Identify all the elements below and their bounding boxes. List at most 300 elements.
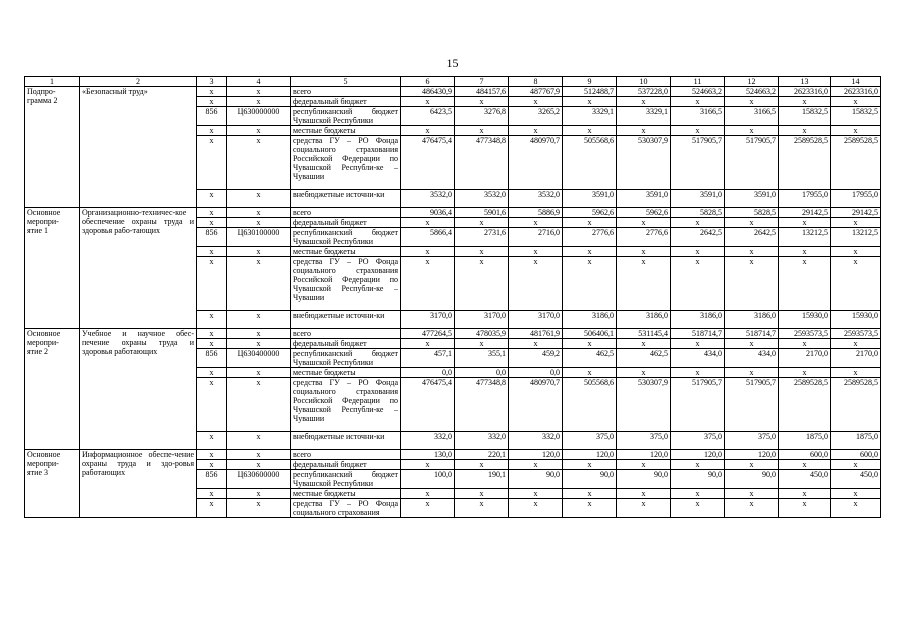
column-number: 4 [227, 77, 291, 87]
value-cell: 537228,0 [617, 87, 671, 97]
value-cell: х [455, 218, 509, 228]
funding-source-cell: внебюджетные источни-ки [291, 311, 401, 329]
value-cell: х [725, 257, 779, 311]
value-cell: 477264,5 [401, 329, 455, 339]
value-cell: 220,1 [455, 450, 509, 460]
value-cell: х [617, 218, 671, 228]
value-cell: 518714,7 [725, 329, 779, 339]
value-cell: х [831, 368, 881, 378]
value-cell: х [671, 126, 725, 136]
value-cell: 375,0 [563, 432, 617, 450]
classifier-cell: Ц630100000 [227, 228, 291, 247]
value-cell: 2731,6 [455, 228, 509, 247]
value-cell: 332,0 [509, 432, 563, 450]
value-cell: 450,0 [779, 470, 831, 489]
funding-source-cell: всего [291, 450, 401, 460]
value-cell: 375,0 [671, 432, 725, 450]
funding-source-cell: местные бюджеты [291, 126, 401, 136]
value-cell: х [779, 489, 831, 499]
value-cell: 5886,9 [509, 208, 563, 218]
value-cell: х [455, 247, 509, 257]
budget-table [24, 76, 881, 518]
value-cell: 462,5 [617, 349, 671, 368]
value-cell: х [779, 499, 831, 518]
classifier-cell: х [227, 126, 291, 136]
value-cell: 459,2 [509, 349, 563, 368]
program-name-cell: Основное меропри- ятие 2 [25, 329, 80, 450]
value-cell: 5828,5 [725, 208, 779, 218]
funding-source-cell: федеральный бюджет [291, 97, 401, 107]
classifier-cell: х [227, 432, 291, 450]
code-cell: х [197, 311, 227, 329]
program-title-cell: Организационно-техничес-кое обеспечение охраны труда и здоровья рабо-тающих [80, 208, 197, 329]
value-cell: х [563, 339, 617, 349]
value-cell: х [617, 247, 671, 257]
value-cell: х [725, 97, 779, 107]
table-row [25, 329, 881, 339]
classifier-cell: х [227, 136, 291, 190]
value-cell: х [455, 257, 509, 311]
value-cell: 332,0 [401, 432, 455, 450]
value-cell: х [831, 499, 881, 518]
value-cell: 477348,8 [455, 378, 509, 432]
classifier-cell: Ц630400000 [227, 349, 291, 368]
value-cell: 530307,9 [617, 378, 671, 432]
value-cell: х [563, 247, 617, 257]
classifier-cell: х [227, 208, 291, 218]
value-cell: 90,0 [725, 470, 779, 489]
page-number: 15 [446, 56, 459, 70]
value-cell: 3591,0 [563, 190, 617, 208]
value-cell: х [831, 97, 881, 107]
code-cell: х [197, 368, 227, 378]
value-cell: х [401, 339, 455, 349]
value-cell: х [725, 460, 779, 470]
value-cell: 2170,0 [779, 349, 831, 368]
value-cell: 434,0 [725, 349, 779, 368]
value-cell: 3591,0 [671, 190, 725, 208]
program-title-cell: Учебное и научное обес-печение охраны труда и здоровья работающих [80, 329, 197, 450]
code-cell: 856 [197, 107, 227, 126]
classifier-cell: х [227, 450, 291, 460]
funding-source-cell: средства ГУ – РО Фонда социального страхования Российской Федерации по Чувашской Республи-ке – Чувашии [291, 136, 401, 190]
funding-source-cell: местные бюджеты [291, 489, 401, 499]
value-cell: 505568,6 [563, 378, 617, 432]
value-cell: 512488,7 [563, 87, 617, 97]
value-cell: 3186,0 [563, 311, 617, 329]
value-cell: х [617, 97, 671, 107]
classifier-cell: х [227, 257, 291, 311]
value-cell: х [671, 499, 725, 518]
value-cell: 506406,1 [563, 329, 617, 339]
value-cell: 2642,5 [671, 228, 725, 247]
value-cell: 2589528,5 [779, 136, 831, 190]
value-cell: х [617, 499, 671, 518]
value-cell: х [671, 218, 725, 228]
code-cell: х [197, 378, 227, 432]
value-cell: х [563, 368, 617, 378]
value-cell: х [779, 460, 831, 470]
funding-source-cell: всего [291, 208, 401, 218]
value-cell: 517905,7 [671, 378, 725, 432]
value-cell: 480970,7 [509, 378, 563, 432]
value-cell: х [563, 218, 617, 228]
value-cell: 17955,0 [831, 190, 881, 208]
value-cell: х [831, 247, 881, 257]
funding-source-cell: средства ГУ – РО Фонда социального страхования Российской Федерации по Чувашской Республи-ке – Чувашии [291, 378, 401, 432]
funding-source-cell: республиканский бюджет Чувашской Республики [291, 470, 401, 489]
classifier-cell: х [227, 87, 291, 97]
funding-source-cell: республиканский бюджет Чувашской Республики [291, 349, 401, 368]
value-cell: х [617, 126, 671, 136]
funding-source-cell: местные бюджеты [291, 247, 401, 257]
value-cell: х [779, 368, 831, 378]
value-cell: 476475,4 [401, 136, 455, 190]
code-cell: х [197, 208, 227, 218]
value-cell: х [779, 97, 831, 107]
classifier-cell: х [227, 378, 291, 432]
value-cell: 3166,5 [725, 107, 779, 126]
value-cell: 600,0 [779, 450, 831, 460]
value-cell: 2623316,0 [831, 87, 881, 97]
value-cell: 2593573,5 [831, 329, 881, 339]
program-name-cell: Основное меропри- ятие 1 [25, 208, 80, 329]
value-cell: 530307,9 [617, 136, 671, 190]
program-name-cell: Основное меропри- ятие 3 [25, 450, 80, 518]
value-cell: х [725, 218, 779, 228]
value-cell: х [725, 247, 779, 257]
value-cell: 90,0 [617, 470, 671, 489]
classifier-cell: х [227, 499, 291, 518]
value-cell: 3532,0 [455, 190, 509, 208]
value-cell: х [617, 460, 671, 470]
value-cell: х [563, 97, 617, 107]
value-cell: 434,0 [671, 349, 725, 368]
value-cell: х [401, 97, 455, 107]
program-name-cell: Подпро- грамма 2 [25, 87, 80, 208]
value-cell: 600,0 [831, 450, 881, 460]
value-cell: х [779, 339, 831, 349]
funding-source-cell: средства ГУ – РО Фонда социального страхования [291, 499, 401, 518]
value-cell: 120,0 [509, 450, 563, 460]
classifier-cell: х [227, 247, 291, 257]
value-cell: 90,0 [671, 470, 725, 489]
value-cell: 13212,5 [779, 228, 831, 247]
value-cell: 531145,4 [617, 329, 671, 339]
value-cell: х [617, 489, 671, 499]
value-cell: 484157,6 [455, 87, 509, 97]
classifier-cell: х [227, 218, 291, 228]
value-cell: 120,0 [725, 450, 779, 460]
value-cell: 517905,7 [671, 136, 725, 190]
value-cell: 0,0 [455, 368, 509, 378]
value-cell: 190,1 [455, 470, 509, 489]
value-cell: х [455, 460, 509, 470]
column-number: 11 [671, 77, 725, 87]
value-cell: х [725, 339, 779, 349]
value-cell: 518714,7 [671, 329, 725, 339]
value-cell: 15832,5 [831, 107, 881, 126]
value-cell: 524663,2 [671, 87, 725, 97]
code-cell: 856 [197, 470, 227, 489]
value-cell: х [509, 97, 563, 107]
value-cell: 3186,0 [671, 311, 725, 329]
value-cell: 90,0 [509, 470, 563, 489]
value-cell: х [617, 368, 671, 378]
value-cell: 517905,7 [725, 136, 779, 190]
value-cell: 332,0 [455, 432, 509, 450]
value-cell: 3532,0 [401, 190, 455, 208]
value-cell: х [455, 499, 509, 518]
funding-source-cell: всего [291, 329, 401, 339]
value-cell: х [779, 218, 831, 228]
value-cell: 2642,5 [725, 228, 779, 247]
value-cell: 3170,0 [401, 311, 455, 329]
value-cell: х [563, 489, 617, 499]
value-cell: х [725, 489, 779, 499]
value-cell: 375,0 [725, 432, 779, 450]
value-cell: 2776,6 [563, 228, 617, 247]
value-cell: 29142,5 [779, 208, 831, 218]
value-cell: 3329,1 [617, 107, 671, 126]
code-cell: х [197, 432, 227, 450]
program-title-cell: «Безопасный труд» [80, 87, 197, 208]
value-cell: 13212,5 [831, 228, 881, 247]
value-cell: х [671, 339, 725, 349]
value-cell: 9036,4 [401, 208, 455, 218]
column-number: 9 [563, 77, 617, 87]
value-cell: 457,1 [401, 349, 455, 368]
value-cell: 375,0 [617, 432, 671, 450]
column-number: 13 [779, 77, 831, 87]
value-cell: х [401, 218, 455, 228]
classifier-cell: х [227, 489, 291, 499]
value-cell: 6423,5 [401, 107, 455, 126]
value-cell: 130,0 [401, 450, 455, 460]
value-cell: 2593573,5 [779, 329, 831, 339]
value-cell: х [401, 247, 455, 257]
value-cell: 355,1 [455, 349, 509, 368]
value-cell: х [401, 126, 455, 136]
table-row [25, 450, 881, 460]
value-cell: 17955,0 [779, 190, 831, 208]
value-cell: 3186,0 [725, 311, 779, 329]
value-cell: х [671, 257, 725, 311]
code-cell: х [197, 460, 227, 470]
value-cell: х [563, 257, 617, 311]
value-cell: 2623316,0 [779, 87, 831, 97]
value-cell: х [401, 257, 455, 311]
value-cell: х [671, 247, 725, 257]
value-cell: х [725, 126, 779, 136]
funding-source-cell: федеральный бюджет [291, 460, 401, 470]
value-cell: 2589528,5 [779, 378, 831, 432]
value-cell: х [455, 126, 509, 136]
funding-source-cell: республиканский бюджет Чувашской Республики [291, 228, 401, 247]
value-cell: 480970,7 [509, 136, 563, 190]
column-number: 1 [25, 77, 80, 87]
value-cell: х [779, 126, 831, 136]
value-cell: 477348,8 [455, 136, 509, 190]
value-cell: 5962,6 [617, 208, 671, 218]
value-cell: х [671, 368, 725, 378]
value-cell: 5901,6 [455, 208, 509, 218]
value-cell: х [509, 499, 563, 518]
classifier-cell: Ц630000000 [227, 107, 291, 126]
value-cell: 15832,5 [779, 107, 831, 126]
value-cell: 3276,8 [455, 107, 509, 126]
value-cell: х [617, 339, 671, 349]
classifier-cell: х [227, 368, 291, 378]
value-cell: 1875,0 [779, 432, 831, 450]
classifier-cell: Ц630600000 [227, 470, 291, 489]
classifier-cell: х [227, 311, 291, 329]
classifier-cell: х [227, 97, 291, 107]
value-cell: 3166,5 [671, 107, 725, 126]
value-cell: х [509, 339, 563, 349]
value-cell: 2170,0 [831, 349, 881, 368]
classifier-cell: х [227, 460, 291, 470]
value-cell: х [401, 489, 455, 499]
value-cell: 3186,0 [617, 311, 671, 329]
value-cell: 2589528,5 [831, 136, 881, 190]
value-cell: х [725, 499, 779, 518]
value-cell: 1875,0 [831, 432, 881, 450]
code-cell: 856 [197, 349, 227, 368]
column-number: 12 [725, 77, 779, 87]
value-cell: х [509, 257, 563, 311]
value-cell: х [831, 339, 881, 349]
table-body [25, 87, 881, 518]
code-cell: х [197, 257, 227, 311]
code-cell: х [197, 499, 227, 518]
value-cell: 5828,5 [671, 208, 725, 218]
value-cell: 5962,6 [563, 208, 617, 218]
value-cell: 3265,2 [509, 107, 563, 126]
classifier-cell: х [227, 329, 291, 339]
code-cell: х [197, 190, 227, 208]
funding-source-cell: внебюджетные источни-ки [291, 190, 401, 208]
value-cell: х [563, 126, 617, 136]
value-cell: х [455, 489, 509, 499]
table-row [25, 208, 881, 218]
value-cell: 478035,9 [455, 329, 509, 339]
code-cell: х [197, 218, 227, 228]
value-cell: 100,0 [401, 470, 455, 489]
code-cell: х [197, 450, 227, 460]
value-cell: 15930,0 [779, 311, 831, 329]
value-cell: х [455, 97, 509, 107]
column-number: 2 [80, 77, 197, 87]
value-cell: 486430,9 [401, 87, 455, 97]
value-cell: х [831, 489, 881, 499]
value-cell: 120,0 [671, 450, 725, 460]
code-cell: х [197, 247, 227, 257]
value-cell: 2716,0 [509, 228, 563, 247]
table-row [25, 87, 881, 97]
column-number: 10 [617, 77, 671, 87]
value-cell: 481761,9 [509, 329, 563, 339]
value-cell: х [831, 460, 881, 470]
code-cell: х [197, 489, 227, 499]
value-cell: 462,5 [563, 349, 617, 368]
value-cell: х [671, 489, 725, 499]
value-cell: 524663,2 [725, 87, 779, 97]
program-title-cell: Информационное обеспе-чение охраны труда и здо-ровья работающих [80, 450, 197, 518]
funding-source-cell: всего [291, 87, 401, 97]
value-cell: х [455, 339, 509, 349]
funding-source-cell: местные бюджеты [291, 368, 401, 378]
value-cell: х [725, 368, 779, 378]
code-cell: х [197, 339, 227, 349]
classifier-cell: х [227, 190, 291, 208]
column-number: 6 [401, 77, 455, 87]
value-cell: 3591,0 [617, 190, 671, 208]
code-cell: х [197, 87, 227, 97]
value-cell: 3170,0 [509, 311, 563, 329]
column-number-row [25, 77, 881, 87]
funding-source-cell: средства ГУ – РО Фонда социального страхования Российской Федерации по Чувашской Республи-ке – Чувашии [291, 257, 401, 311]
value-cell: х [401, 499, 455, 518]
funding-source-cell: республиканский бюджет Чувашской Республики [291, 107, 401, 126]
value-cell: 120,0 [617, 450, 671, 460]
code-cell: х [197, 126, 227, 136]
code-cell: х [197, 329, 227, 339]
funding-source-cell: федеральный бюджет [291, 339, 401, 349]
value-cell: х [779, 247, 831, 257]
value-cell: х [617, 257, 671, 311]
value-cell: х [779, 257, 831, 311]
value-cell: х [831, 218, 881, 228]
value-cell: 476475,4 [401, 378, 455, 432]
value-cell: 450,0 [831, 470, 881, 489]
value-cell: 2589528,5 [831, 378, 881, 432]
value-cell: 5866,4 [401, 228, 455, 247]
value-cell: 29142,5 [831, 208, 881, 218]
column-number: 8 [509, 77, 563, 87]
value-cell: 90,0 [563, 470, 617, 489]
value-cell: 505568,6 [563, 136, 617, 190]
value-cell: 3532,0 [509, 190, 563, 208]
value-cell: х [831, 257, 881, 311]
value-cell: х [563, 460, 617, 470]
value-cell: х [509, 218, 563, 228]
value-cell: 15930,0 [831, 311, 881, 329]
value-cell: х [509, 247, 563, 257]
funding-source-cell: федеральный бюджет [291, 218, 401, 228]
value-cell: 120,0 [563, 450, 617, 460]
code-cell: х [197, 136, 227, 190]
funding-source-cell: внебюджетные источни-ки [291, 432, 401, 450]
value-cell: 0,0 [509, 368, 563, 378]
code-cell: х [197, 97, 227, 107]
column-number: 7 [455, 77, 509, 87]
value-cell: 487767,9 [509, 87, 563, 97]
value-cell: х [509, 489, 563, 499]
value-cell: 0,0 [401, 368, 455, 378]
value-cell: 3591,0 [725, 190, 779, 208]
value-cell: х [401, 460, 455, 470]
value-cell: 517905,7 [725, 378, 779, 432]
classifier-cell: х [227, 339, 291, 349]
value-cell: х [509, 126, 563, 136]
column-number: 3 [197, 77, 227, 87]
value-cell: 3329,1 [563, 107, 617, 126]
column-number: 5 [291, 77, 401, 87]
value-cell: 2776,6 [617, 228, 671, 247]
value-cell: х [671, 460, 725, 470]
column-number: 14 [831, 77, 881, 87]
